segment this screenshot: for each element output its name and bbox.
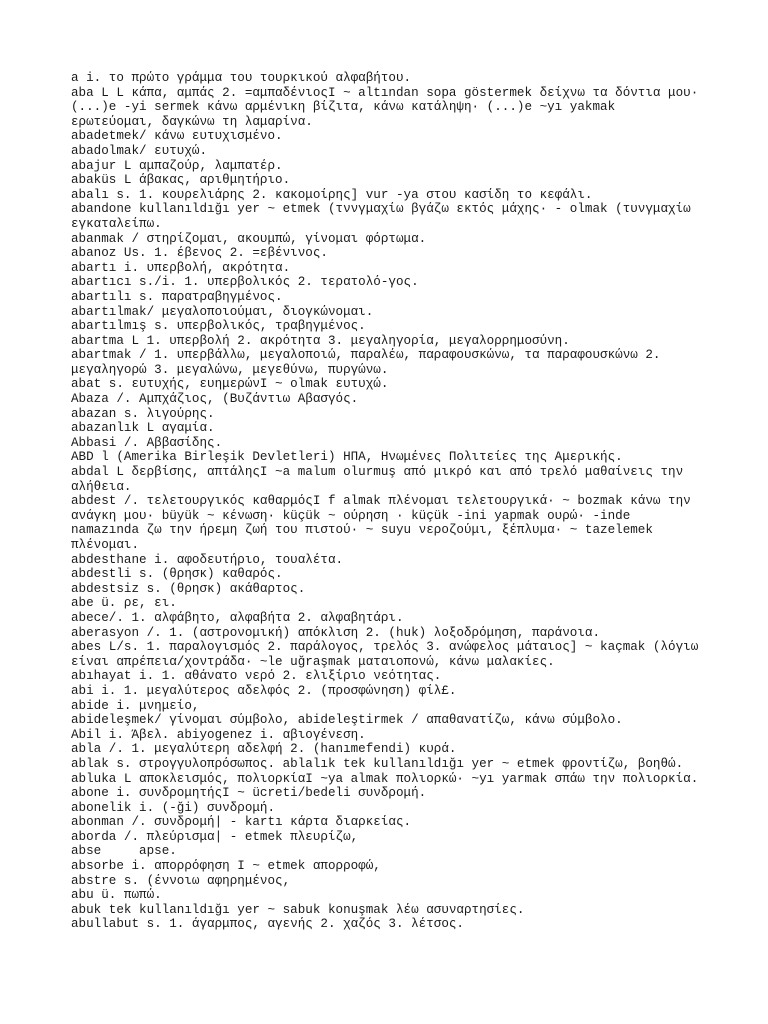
dictionary-entry: abone i. συνδρομητήςI ~ ücreti/bedeli συνδρομή. (71, 786, 427, 801)
dictionary-entry: abece/. 1. αλφάβητο, αλφαβήτα 2. αλφαβητάρι. (71, 610, 404, 625)
dictionary-entry: a i. το πρώτο γράμμα του τουρκικού αλφαβήτου. (71, 71, 412, 85)
dictionary-entry: abazan s. λιγούρης. (71, 406, 215, 421)
dictionary-entry: abuk tek kullanıldığı yer ~ sabuk konuşmak λέω ασυναρτησίες. (71, 902, 525, 917)
dictionary-entry: abdal L δερβίσης, απτάληςI ~a malum olurmuş από μικρό και από τρελό μαθαίνεις την αλήθεια. (71, 465, 691, 494)
dictionary-entry: abonman /. συνδρομή| - kartı κάρτα διαρκείας. (71, 815, 412, 830)
dictionary-entry: abideleşmek/ γίνομαι σύμβολο, abideleştirmek / απαθανατίζω, κάνω σύμβολο. (71, 713, 623, 728)
dictionary-entry: abullabut s. 1. άγαρμπος, αγενής 2. χαζός 3. λέτσος. (71, 917, 464, 932)
dictionary-entry: abdest /. τελετουργικός καθαρμόςI f almak πλένομαι τελετουργικά· ~ bozmak κάνω την ανάγκη μου· büyük ~ κένωση· küçük ~ ούρηση · küçük -ini yapmak ουρώ· -inde namazında ζω την ήρεμη ζωή του πιστού· ~ suyu νεροζούμι, ξέπλυμα· ~ tazelemek πλένομαι. (71, 494, 699, 552)
dictionary-entry: absorbe i. απορρόφηση I ~ etmek απορροφώ, (71, 859, 381, 874)
dictionary-entry: ablak s. στρογγυλοπρόσωπος. ablalık tek kullanıldığı yer ~ etmek φροντίζω, βοηθώ. (71, 756, 684, 771)
dictionary-entry: abadetmek/ κάνω ευτυχισμένο. (71, 129, 283, 144)
dictionary-entry: abajur L αμπαζούρ, λαμπατέρ. (71, 158, 283, 173)
dictionary-entry: abalı s. 1. κουρελιάρης 2. κακομοίρης] vur -ya στου κασίδη το κεφάλι. (71, 187, 593, 202)
dictionary-entry: abartma L 1. υπερβολή 2. ακρότητα 3. μεγαληγορία, μεγαλορρημοσύνη. (71, 333, 570, 348)
dictionary-entry: abartı i. υπερβολή, ακρότητα. (71, 260, 291, 275)
dictionary-entry: abi i. 1. μεγαλύτερος αδελφός 2. (προσφώνηση) φίλ£. (71, 683, 457, 698)
dictionary-entry: abartılmak/ μεγαλοποιούμαι, διογκώνομαι. (71, 304, 374, 319)
dictionary-entry: abse apse. (71, 844, 177, 859)
dictionary-entry: abartmak / 1. υπερβάλλω, μεγαλοποιώ, παραλέω, παραφουσκώνω, τα παραφουσκώνω 2. μεγαληγορώ 3. μεγαλώνω, μεγεθύνω, πυργώνω. (71, 348, 669, 377)
dictionary-entry: abes L/s. 1. παραλογισμός 2. παράλογος, τρελός 3. ανώφελος μάταιος] ~ kaçmak (λόγιω είναι απρέπεια/χοντράδα· ~le uğraşmak ματαιοπονώ, κάνω μαλακίες. (71, 640, 706, 669)
dictionary-entry: abu ü. πωπώ. (71, 888, 162, 903)
dictionary-entry: abıhayat i. 1. αθάνατο νερό 2. ελιξίριο νεότητας. (71, 669, 442, 684)
dictionary-entry: abstre s. (έννοιω αφηρημένος, (71, 873, 291, 888)
dictionary-entry: abartıcı s./i. 1. υπερβολικός 2. τερατολό-γος. (71, 275, 419, 290)
dictionary-entry: abanmak / στηρίζομαι, ακουμπώ, γίνομαι φόρτωμα. (71, 231, 427, 246)
dictionary-entry: abdestsiz s. (θρησκ) ακάθαρτος. (71, 581, 306, 596)
dictionary-entry: abaküs L άβακας, αριθμητήριο. (71, 173, 291, 188)
dictionary-entry: abanoz Us. 1. έβενος 2. =εβένινος. (71, 246, 328, 261)
dictionary-page (71, 71, 706, 932)
dictionary-entry: Abbasi /. Αββασίδης. (71, 435, 223, 450)
dictionary-entry: abartılmış s. υπερβολικός, τραβηγμένος. (71, 319, 366, 334)
dictionary-entry: abdesthane i. αφοδευτήριο, τουαλέτα. (71, 552, 344, 567)
dictionary-entry: aba L L κάπα, αμπάς 2. =αμπαδένιοςI ~ altından sopa göstermek δείχνω τα δόντια μου· (...)e -yi sermek κάνω αρμένικη βίζιτα, κάνω κατάληψη· (...)e ~yı yakmak ερωτεύομαι, δαγκώνω τη λαμαρίνα. (71, 85, 706, 129)
dictionary-entry: abazanlık L αγαμία. (71, 421, 215, 436)
dictionary-entry: abdestli s. (θρησκ) καθαρός. (71, 567, 283, 582)
dictionary-entry: abartılı s. παρατραβηγμένος. (71, 289, 283, 304)
dictionary-entry: abandone kullanıldığı yer ~ etmek (τννγμαχίω βγάζω εκτός μάχης· - olmak (τυνγμαχίω εγκαταλείπω. (71, 202, 699, 231)
dictionary-entry: abonelik i. (-ği) συνδρομή. (71, 800, 276, 815)
dictionary-entry: abluka L αποκλεισμός, πολιορκίαI ~ya almak πολιορκώ· ~yı yarmak σπάω την πολιορκία. (71, 771, 699, 786)
dictionary-entry: abla /. 1. μεγαλύτερη αδελφή 2. (hanımefendi) κυρά. (71, 742, 457, 757)
dictionary-entry: abadolmak/ ευτυχώ. (71, 143, 208, 158)
dictionary-entry: aberasyon /. 1. (αστρονομική) απόκλιση 2. (huk) λοξοδρόμηση, παράνοια. (71, 625, 601, 640)
dictionary-entry: abat s. ευτυχής, ευημερώνI ~ olmak ευτυχώ. (71, 377, 389, 392)
dictionary-entry: Abaza /. Αμπχάζιος, (Βυζάντιω Αβασγός. (71, 392, 359, 407)
dictionary-entry: Abil i. Άβελ. abiyogenez i. αβιογένεση. (71, 727, 366, 742)
dictionary-entry: aborda /. πλεύρισμα| - etmek πλευρίζω, (71, 829, 359, 844)
dictionary-entry: abe ü. ρε, ει. (71, 596, 177, 611)
dictionary-entry: abide i. μνημείο, (71, 698, 200, 713)
dictionary-entry: ABD l (Amerika Birleşik Devletleri) ΗΠΑ, Ηνωμένες Πολιτείες της Αμερικής. (71, 450, 623, 465)
